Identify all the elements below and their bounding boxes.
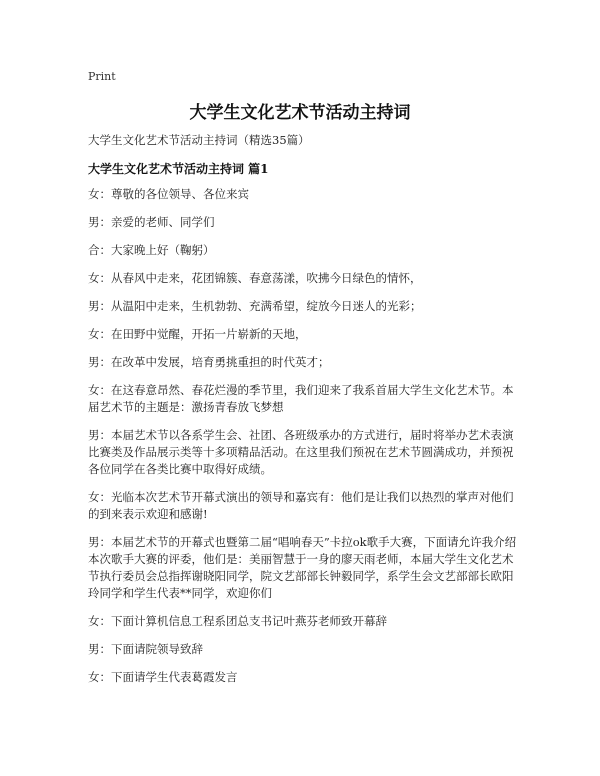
paragraph: 男：从温阳中走来，生机勃勃、充满希望，绽放今日迷人的光彩； [88,299,422,313]
document-subtitle: 大学生文化艺术节活动主持词（精选35篇） [88,133,310,147]
paragraph: 男：本届艺术节的开幕式也暨第二届“唱响春天”卡拉ok歌手大赛，下面请允许我介绍本次歌手大赛的评委，他们是：美丽智慧于一身的廖天雨老师，本届大学生文化艺术节执行委员会总指挥谢晓阳同学，院文艺部部长钟毅同学，系学生会文艺部部长欧阳玲同学和学生代表**同学，欢迎你们 [88,535,517,600]
document-title: 大学生文化艺术节活动主持词 [189,103,411,123]
paragraph: 女：下面计算机信息工程系团总支书记叶燕芬老师致开幕辞 [88,614,387,628]
paragraph: 男：在改革中发展，培育勇挑重担的时代英才； [88,355,330,369]
document-body [88,186,518,697]
section-heading: 大学生文化艺术节活动主持词 篇1 [88,162,269,176]
paragraph: 男：下面请院领导致辞 [88,642,203,656]
paragraph: 女：光临本次艺术节开幕式演出的领导和嘉宾有：他们是让我们以热烈的掌声对他们的到来表示欢迎和感谢! [88,490,514,521]
print-link[interactable]: Print [88,70,116,83]
paragraph: 女：在田野中觉醒，开拓一片崭新的天地， [88,327,307,341]
paragraph: 女：在这春意昂然、春花烂漫的季节里，我们迎来了我系首届大学生文化艺术节。本届艺术节的主题是：激扬青春放飞梦想 [88,383,514,414]
paragraph: 女：下面请学生代表葛霞发言 [88,670,238,684]
paragraph: 男：本届艺术节以各系学生会、社团、各班级承办的方式进行，届时将举办艺术表演比赛类及作品展示类等十多项精品活动。在这里我们预祝在艺术节圆满成功，并预祝各位同学在各类比赛中取得好成绩。 [88,428,514,476]
paragraph: 女：尊敬的各位领导、各位来宾 [88,187,249,201]
paragraph: 女：从春风中走来，花团锦簇、春意荡漾，吹拂今日绿色的情怀， [88,271,422,285]
paragraph: 男：亲爱的老师、同学们 [88,215,215,229]
paragraph: 合：大家晚上好（鞠躬） [88,243,215,257]
